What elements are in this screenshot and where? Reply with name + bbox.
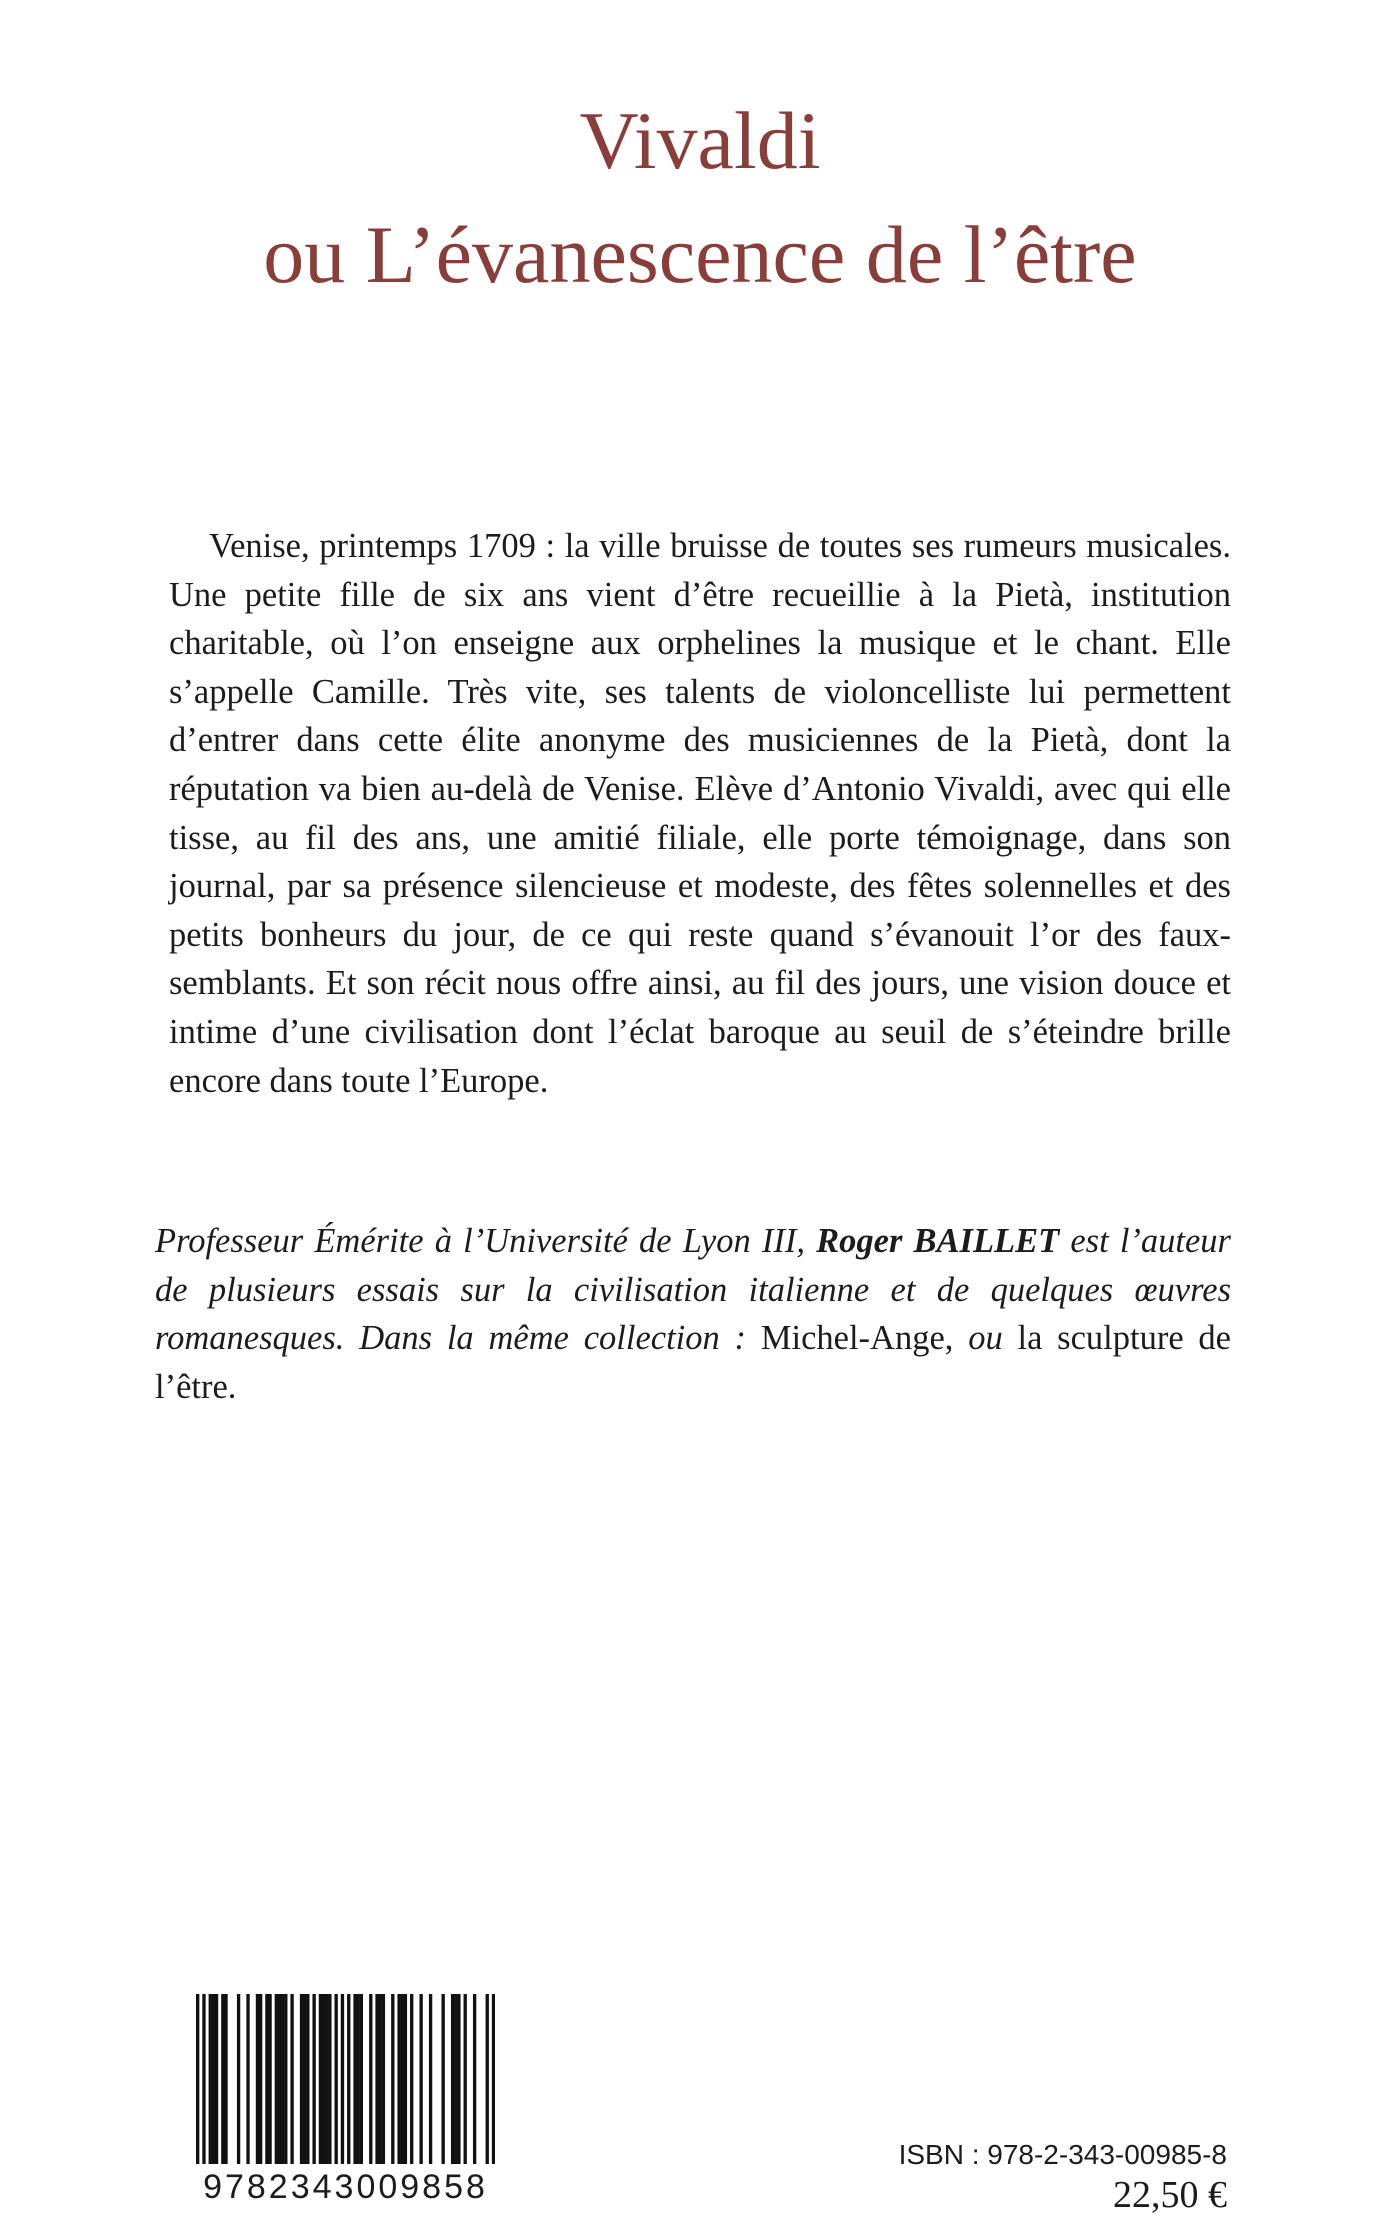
- barcode-bar: [464, 1994, 467, 2164]
- barcode-bar: [341, 1994, 344, 2164]
- barcode-bar: [215, 1994, 218, 2164]
- title-line-2: ou L’évanescence de l’être: [263, 209, 1137, 300]
- barcode-bars: [196, 1994, 495, 2164]
- barcode-bar: [334, 1994, 337, 2164]
- barcode: [196, 1994, 495, 2209]
- barcode-bar: [209, 1994, 212, 2164]
- barcode-bar: [196, 1994, 199, 2164]
- barcode-bar: [375, 1994, 378, 2164]
- barcode-bar: [246, 1994, 249, 2164]
- barcode-bar: [275, 1994, 278, 2164]
- barcode-bar: [454, 1994, 457, 2164]
- title-line-1: Vivaldi: [579, 95, 821, 186]
- barcode-bar: [221, 1994, 224, 2164]
- barcode-bar: [319, 1994, 322, 2164]
- barcode-bar: [457, 1994, 460, 2164]
- barcode-digits: 9782343009858: [203, 2168, 488, 2206]
- barcode-bar: [397, 1994, 400, 2164]
- barcode-bar: [325, 1994, 328, 2164]
- barcode-bar: [369, 1994, 372, 2164]
- author-name: Roger BAILLET: [816, 1222, 1060, 1260]
- barcode-bar: [382, 1994, 385, 2164]
- barcode-bar: [410, 1994, 413, 2164]
- barcode-bar: [328, 1994, 331, 2164]
- barcode-bar: [441, 1994, 444, 2164]
- barcode-bar: [278, 1994, 281, 2164]
- bio-body: est l’auteur de plusieurs essais sur la civilisation italienne et de quelques œuvres romanesques. Dans la même collection :: [155, 1222, 1231, 1358]
- barcode-bar: [290, 1994, 293, 2164]
- barcode-bar: [202, 1994, 205, 2164]
- barcode-bar: [300, 1994, 303, 2164]
- barcode-bar: [379, 1994, 382, 2164]
- barcode-bar: [265, 1994, 268, 2164]
- barcode-bar: [303, 1994, 306, 2164]
- back-cover-blurb: Venise, printemps 1709 : la ville bruisse de toutes ses rumeurs musicales. Une petite fille de six ans vient d’être recueillie à la Pietà, institution charitable, où l’on enseigne aux orphelines la musique et le chant. Elle s’appelle Camille. Très vite, ses talents de violoncelliste lui permettent d’entrer dans cette élite anonyme des musiciennes de la Pietà, dont la réputation va bien au-delà de Venise. Elève d’Antonio Vivaldi, avec qui elle tisse, au fil des ans, une amitié filiale, elle porte témoignage, dans son journal, par sa présence silencieuse et modeste, des fêtes solennelles et des petits bonheurs du jour, de ce qui reste quand s’évanouit l’or des faux-semblants. Et son récit nous offre ainsi, au fil des jours, une vision douce et intime d’une civilisation dont l’éclat baroque au seuil de s’éteindre brille encore dans toute l’Europe.: [169, 527, 1231, 1100]
- barcode-bar: [492, 1994, 495, 2164]
- barcode-bar: [312, 1994, 315, 2164]
- bio-intro: Professeur Émérite à l’Université de Lyon III,: [155, 1222, 817, 1260]
- barcode-bar: [306, 1994, 309, 2164]
- barcode-bar: [347, 1994, 350, 2164]
- barcode-bar: [429, 1994, 432, 2164]
- barcode-bar: [281, 1994, 284, 2164]
- barcode-bar: [360, 1994, 363, 2164]
- barcode-bar: [419, 1994, 422, 2164]
- isbn: ISBN : 978-2-343-00985-8: [898, 2139, 1227, 2170]
- barcode-bar: [353, 1994, 356, 2164]
- barcode-bar: [404, 1994, 407, 2164]
- barcode-bar: [268, 1994, 271, 2164]
- barcode-bar: [391, 1994, 394, 2164]
- barcode-bar: [486, 1994, 489, 2164]
- book-title-a: Michel-Ange,: [760, 1319, 969, 1358]
- book-title-b: la sculpture de l’être.: [155, 1319, 1231, 1406]
- barcode-bar: [212, 1994, 215, 2164]
- barcode-bar: [256, 1994, 259, 2164]
- barcode-bar: [357, 1994, 360, 2164]
- barcode-bar: [237, 1994, 240, 2164]
- barcode-bar: [259, 1994, 262, 2164]
- book-title-ou: ou: [968, 1319, 1003, 1358]
- barcode-bar: [322, 1994, 325, 2164]
- barcode-bar: [451, 1994, 454, 2164]
- barcode-bar: [224, 1994, 227, 2164]
- barcode-bar: [401, 1994, 404, 2164]
- barcode-bar: [284, 1994, 287, 2164]
- barcode-bar: [473, 1994, 476, 2164]
- price: 22,50 €: [1113, 2174, 1227, 2216]
- author-bio: [155, 1217, 1231, 1411]
